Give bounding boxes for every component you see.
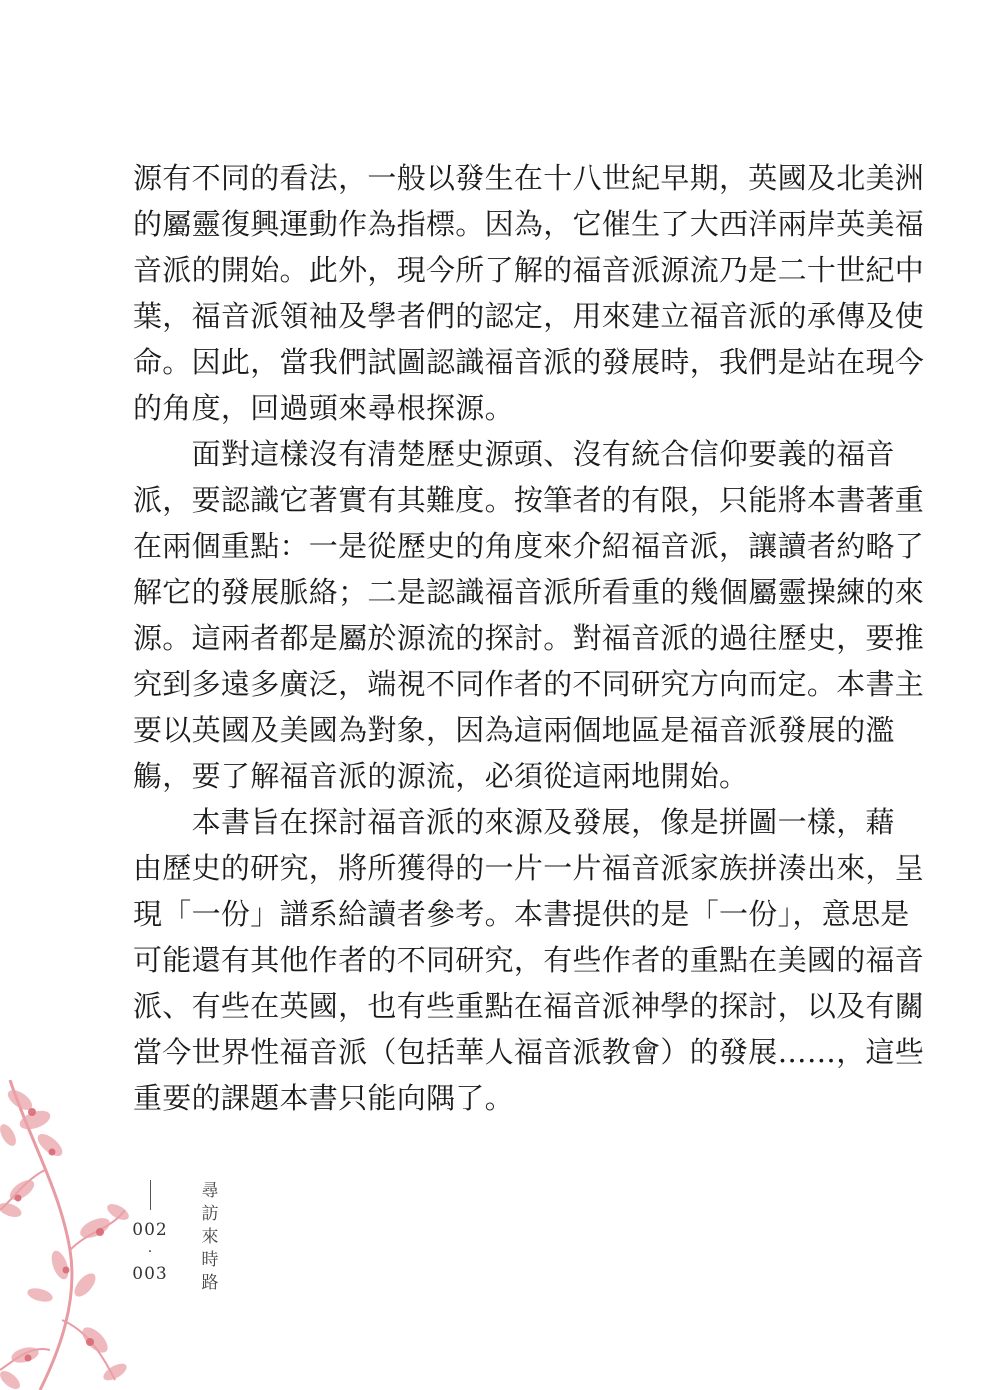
body-text	[133, 155, 925, 1121]
text-line: 在兩個重點：一是從歷史的角度來介紹福音派，讓讀者約略了	[133, 529, 925, 563]
text-line: 本書旨在探討福音派的來源及發展，像是拼圖一樣，藉	[133, 805, 895, 839]
page-numbers	[128, 1180, 172, 1286]
text-line: 源有不同的看法，一般以發生在十八世紀早期，英國及北美洲	[133, 161, 925, 195]
text-line: 葉，福音派領袖及學者們的認定，用來建立福音派的承傳及使	[133, 299, 925, 333]
text-line: 究到多遠多廣泛，端視不同作者的不同研究方向而定。本書主	[133, 667, 925, 701]
text-line: 當今世界性福音派（包括華人福音派教會）的發展……，這些	[133, 1035, 925, 1069]
text-line: 派、有些在英國，也有些重點在福音派神學的探討，以及有關	[133, 989, 925, 1023]
text-line: 由歷史的研究，將所獲得的一片一片福音派家族拼湊出來，呈	[133, 851, 925, 885]
text-line: 現「一份」譜系給讀者參考。本書提供的是「一份」，意思是	[133, 897, 910, 931]
text-line: 觴，要了解福音派的源流，必須從這兩地開始。	[133, 759, 749, 793]
text-line: 的角度，回過頭來尋根探源。	[133, 391, 514, 425]
text-line: 命。因此，當我們試圖認識福音派的發展時，我們是站在現今	[133, 345, 925, 379]
text-line: 解它的發展脈絡；二是認識福音派所看重的幾個屬靈操練的來	[133, 575, 925, 609]
text-line: 派，要認識它著實有其難度。按筆者的有限，只能將本書著重	[133, 483, 925, 517]
page-number-left: 002	[132, 1220, 168, 1240]
flower-branch-icon	[0, 1080, 130, 1390]
page-number-separator: ·	[147, 1244, 153, 1260]
folio-rule	[150, 1180, 151, 1210]
page-number-right: 003	[132, 1264, 168, 1284]
text-line: 面對這樣沒有清楚歷史源頭、沒有統合信仰要義的福音	[133, 437, 895, 471]
text-line: 音派的開始。此外，現今所了解的福音派源流乃是二十世紀中	[133, 253, 925, 287]
text-line: 要以英國及美國為對象，因為這兩個地區是福音派發展的濫	[133, 713, 895, 747]
text-line: 重要的課題本書只能向隅了。	[133, 1081, 514, 1115]
text-line: 源。這兩者都是屬於源流的探討。對福音派的過往歷史，要推	[133, 621, 925, 655]
text-line: 可能還有其他作者的不同研究，有些作者的重點在美國的福音	[133, 943, 925, 977]
running-title: 尋訪來時路	[201, 1181, 219, 1293]
text-line: 的屬靈復興運動作為指標。因為，它催生了大西洋兩岸英美福	[133, 207, 925, 241]
